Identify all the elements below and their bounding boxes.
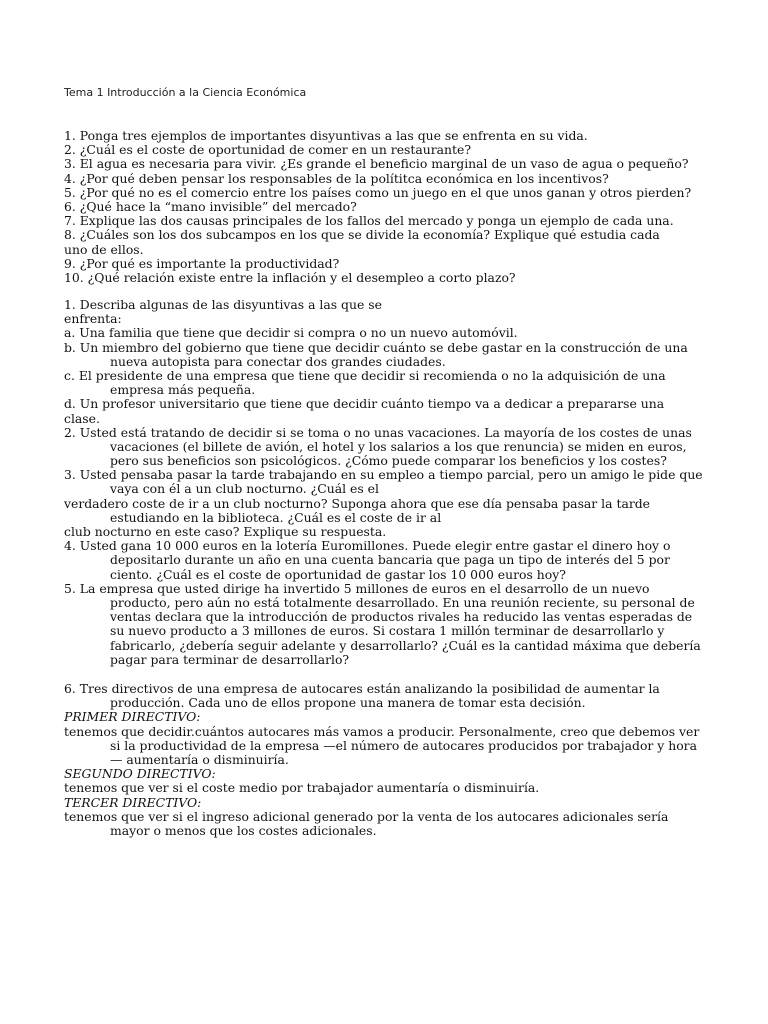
problem-line: b. Un miembro del gobierno que tiene que decidir cuánto se debe gastar en la construcción de una bbox=[64, 339, 688, 355]
problem-line: tenemos que ver si el coste medio por trabajador aumentaría o disminuiría. bbox=[64, 780, 540, 796]
question-line: 2. ¿Cuál es el coste de oportunidad de comer en un restaurante? bbox=[64, 142, 471, 158]
problem-line: si la productividad de la empresa —el número de autocares producidos por trabajador y hora bbox=[110, 737, 697, 753]
problem-line: verdadero coste de ir a un club nocturno? Suponga ahora que ese día pensaba pasar la tarde bbox=[64, 495, 651, 511]
problem-6-section bbox=[64, 682, 734, 838]
problem-line: tenemos que ver si el ingreso adicional generado por la venta de los autocares adicionales sería bbox=[64, 808, 669, 824]
problem-line: — aumentaría o disminuiría. bbox=[110, 751, 289, 767]
problem-line: 4. Usted gana 10 000 euros en la lotería Euromillones. Puede elegir entre gastar el dinero hoy o bbox=[64, 538, 671, 554]
question-line: uno de ellos. bbox=[64, 241, 144, 257]
question-line: 10. ¿Qué relación existe entre la inflación y el desempleo a corto plazo? bbox=[64, 269, 516, 285]
problem-line: empresa más pequeña. bbox=[110, 382, 256, 398]
problem-line: c. El presidente de una empresa que tiene que decidir si recomienda o no la adquisición de una bbox=[64, 367, 666, 383]
director-heading: PRIMER DIRECTIVO: bbox=[64, 709, 201, 725]
review-questions bbox=[64, 129, 734, 285]
problem-line: estudiando en la biblioteca. ¿Cuál es el coste de ir al bbox=[110, 509, 442, 525]
problem-line: d. Un profesor universitario que tiene que decidir cuánto tiempo va a dedicar a prepararse una bbox=[64, 396, 665, 412]
director-heading: SEGUNDO DIRECTIVO: bbox=[64, 766, 216, 782]
problem-line: depositarlo durante un año en una cuenta bancaria que paga un tipo de interés del 5 por bbox=[110, 552, 670, 568]
problem-line: clase. bbox=[64, 410, 100, 426]
question-line: 7. Explique las dos causas principales de los fallos del mercado y ponga un ejemplo de cada una. bbox=[64, 213, 674, 229]
problem-line: mayor o menos que los costes adicionales. bbox=[110, 822, 377, 838]
problem-line: vacaciones (el billete de avión, el hotel y los salarios a los que renuncia) se miden en euros, bbox=[110, 438, 687, 454]
question-line: 4. ¿Por qué deben pensar los responsables de la polítitca económica en los incentivos? bbox=[64, 170, 609, 186]
question-line: 1. Ponga tres ejemplos de importantes disyuntivas a las que se enfrenta en su vida. bbox=[64, 128, 588, 143]
question-line: 8. ¿Cuáles son los dos subcampos en los que se divide la economía? Explique qué estudia cada bbox=[64, 227, 660, 243]
problem-line: 5. La empresa que usted dirige ha invertido 5 millones de euros en el desarrollo de un nuevo bbox=[64, 580, 650, 596]
problem-line: club nocturno en este caso? Explique su respuesta. bbox=[64, 524, 387, 539]
problem-line: pero sus beneficios son psicológicos. ¿Cómo puede comparar los beneficios y los costes? bbox=[110, 453, 667, 469]
problem-line: 1. Describa algunas de las disyuntivas a las que se bbox=[64, 297, 382, 312]
problem-line: su nuevo producto a 3 millones de euros. Si costara 1 millón terminar de desarrollarlo y bbox=[110, 623, 665, 639]
problem-line: nueva autopista para conectar dos grandes ciudades. bbox=[110, 353, 446, 369]
problem-line: 6. Tres directivos de una empresa de autocares están analizando la posibilidad de aumentar la bbox=[64, 681, 660, 696]
question-line: 3. El agua es necesaria para vivir. ¿Es grande el beneficio marginal de un vaso de agua o pequeño? bbox=[64, 156, 689, 172]
problem-line: 2. Usted está tratando de decidir si se toma o no unas vacaciones. La mayoría de los costes de unas bbox=[64, 424, 692, 440]
director-heading: TERCER DIRECTIVO: bbox=[64, 794, 202, 810]
problem-line: producción. Cada uno de ellos propone una manera de tomar esta decisión. bbox=[110, 695, 586, 711]
problem-line: 3. Usted pensaba pasar la tarde trabajando en su empleo a tiempo parcial, pero un amigo le pide que bbox=[64, 467, 703, 483]
problem-line: tenemos que decidir.cuántos autocares más vamos a producir. Personalmente, creo que debemos ver bbox=[64, 723, 700, 739]
problem-line: ventas declara que la introducción de productos rivales ha reducido las ventas esperadas de bbox=[110, 609, 693, 625]
problem-line: ciento. ¿Cuál es el coste de oportunidad de gastar los 10 000 euros hoy? bbox=[110, 566, 566, 582]
problem-line: vaya con él a un club nocturno. ¿Cuál es el bbox=[110, 481, 379, 497]
question-line: 9. ¿Por qué es importante la productividad? bbox=[64, 255, 340, 271]
document-header: Tema 1 Introducción a la Ciencia Económica bbox=[64, 86, 307, 99]
problem-line: pagar para terminar de desarrollarlo? bbox=[110, 651, 350, 667]
problems-section bbox=[64, 298, 734, 667]
problem-line: fabricarlo, ¿debería seguir adelante y desarrollarlo? ¿Cuál es la cantidad máxima que debería bbox=[110, 637, 701, 653]
question-line: 6. ¿Qué hace la “mano invisible” del mercado? bbox=[64, 198, 357, 214]
problem-line: producto, pero aún no está totalmente desarrollado. En una reunión reciente, su personal de bbox=[110, 594, 695, 610]
problem-line: a. Una familia que tiene que decidir si compra o no un nuevo automóvil. bbox=[64, 325, 518, 341]
problem-line: enfrenta: bbox=[64, 311, 122, 327]
question-line: 5. ¿Por qué no es el comercio entre los países como un juego en el que unos ganan y otros pierden? bbox=[64, 184, 692, 200]
